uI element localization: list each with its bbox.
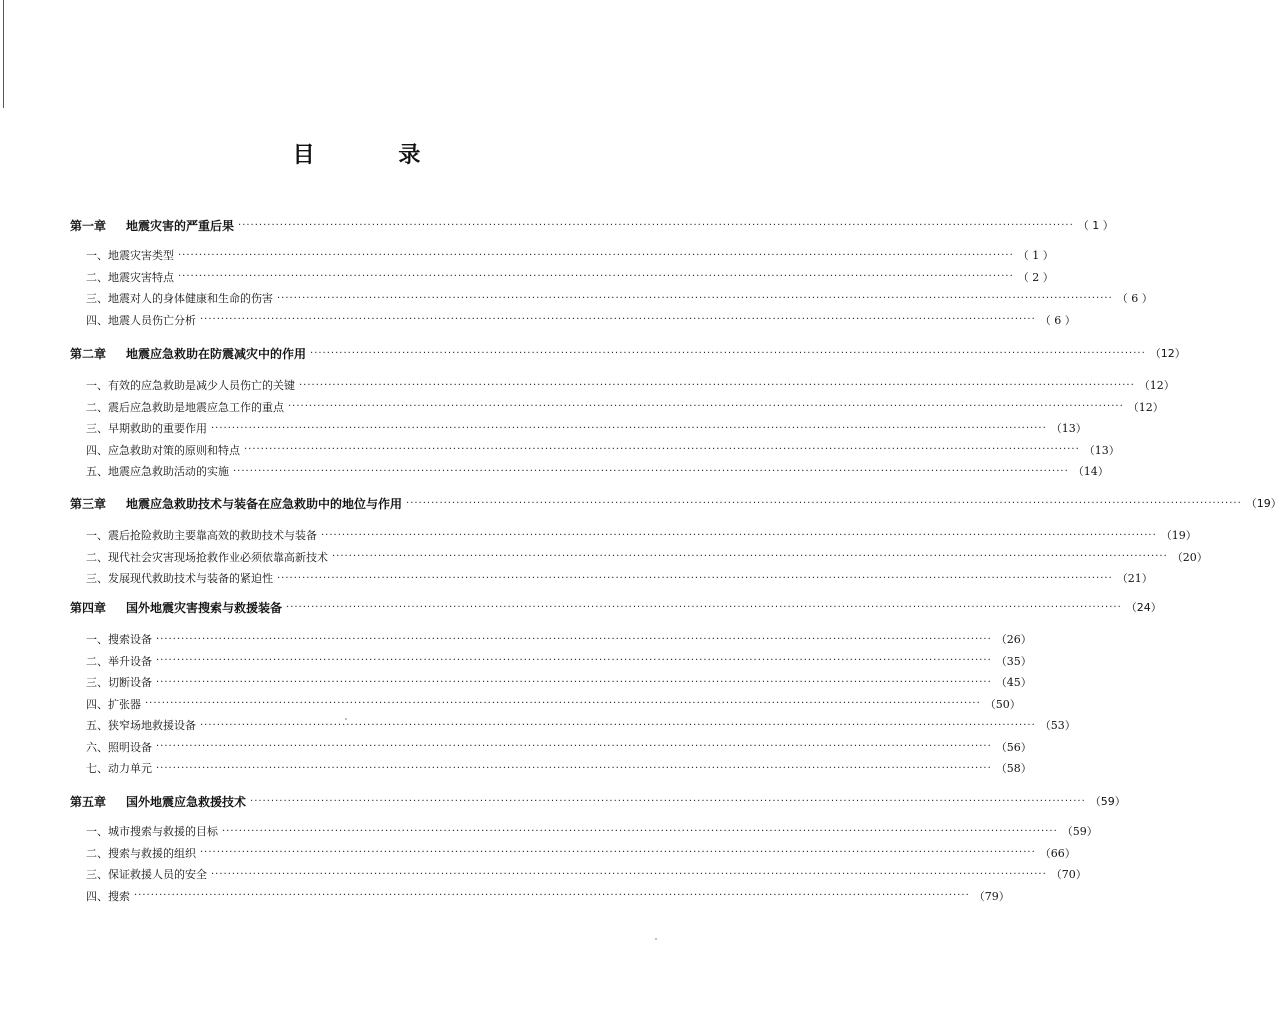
page-number: （59）: [1089, 795, 1126, 808]
page-number: （ 6 ）: [1116, 292, 1153, 305]
section-number: 四、: [86, 313, 108, 327]
page-number: （53）: [1039, 719, 1076, 732]
dot-leader: ········································································································································································································: [332, 551, 1168, 562]
page-number: （35）: [995, 654, 1032, 668]
toc-section-row: [86, 419, 1087, 437]
toc-section-row: [86, 738, 1032, 756]
chapter-number: 第五章: [70, 794, 107, 809]
toc-section-row: [86, 652, 1032, 670]
toc-section-row: [86, 569, 1153, 587]
dot-leader: ········································································································································································································: [299, 379, 1135, 391]
toc-section-row: [86, 716, 1076, 734]
page-number: （21）: [1116, 572, 1153, 585]
page-number: （14）: [1072, 465, 1109, 478]
section-number: 一、: [86, 633, 108, 646]
page-number: （58）: [995, 762, 1032, 775]
section-number: 四、: [86, 443, 108, 457]
dot-leader: ········································································································································································································: [406, 497, 1242, 509]
toc-chapter-row: [70, 494, 1282, 512]
dot-leader: ········································································································································································································: [156, 633, 992, 645]
page-number: （13）: [1050, 422, 1087, 435]
section-number: 三、: [86, 572, 108, 585]
dot-leader: ········································································································································································································: [200, 314, 1036, 325]
section-number: 五、: [86, 465, 108, 478]
page-number: （ 1 ）: [1017, 249, 1054, 262]
toc-section-row: [86, 246, 1054, 264]
toc-section-row: [86, 673, 1032, 691]
toc-section-row: [86, 462, 1109, 480]
section-number: 四、: [86, 889, 108, 903]
section-number: 三、: [86, 676, 108, 689]
section-title: 举升设备: [108, 654, 152, 668]
page-number: （50）: [984, 697, 1021, 711]
page-number: （19）: [1245, 497, 1282, 510]
section-title: 动力单元: [108, 762, 152, 775]
section-title: 地震灾害特点: [108, 270, 174, 284]
scan-speck: [655, 938, 657, 940]
chapter-title: 地震应急救助在防震减灾中的作用: [126, 346, 307, 361]
section-title: 有效的应急救助是减少人员伤亡的关键: [108, 379, 295, 392]
chapter-number: 第一章: [70, 218, 107, 233]
section-title: 搜索: [108, 889, 130, 903]
dot-leader: ········································································································································································································: [310, 347, 1146, 359]
chapter-number: 第三章: [70, 496, 107, 511]
dot-leader: ········································································································································································································: [288, 401, 1124, 412]
section-number: 二、: [86, 550, 108, 564]
scan-speck: [345, 718, 347, 720]
toc-section-row: [86, 865, 1087, 883]
dot-leader: ········································································································································································································: [286, 601, 1122, 613]
toc-section-row: [86, 695, 1021, 713]
toc-section-row: [86, 844, 1076, 862]
toc-section-row: [86, 268, 1054, 286]
section-title: 搜索设备: [108, 633, 152, 646]
page-number: （20）: [1171, 550, 1208, 564]
section-title: 保证救援人员的安全: [108, 868, 207, 881]
section-title: 地震人员伤亡分析: [108, 313, 196, 327]
section-title: 现代社会灾害现场抢救作业必须依靠高新技术: [108, 550, 328, 564]
dot-leader: ········································································································································································································: [277, 292, 1113, 304]
toc-section-row: [86, 441, 1120, 459]
page-number: （66）: [1039, 846, 1076, 860]
page-number: （56）: [995, 740, 1032, 754]
dot-leader: ········································································································································································································: [233, 465, 1069, 477]
section-number: 一、: [86, 249, 108, 262]
page-number: （ 2 ）: [1017, 270, 1054, 284]
section-number: 四、: [86, 697, 108, 711]
toc-section-row: [86, 398, 1164, 416]
section-title: 应急救助对策的原则和特点: [108, 443, 240, 457]
chapter-title: 地震应急救助技术与装备在应急救助中的地位与作用: [126, 496, 403, 511]
chapter-number: 第四章: [70, 600, 107, 615]
section-number: 二、: [86, 654, 108, 668]
toc-chapter-row: [70, 792, 1126, 810]
section-title: 地震对人的身体健康和生命的伤害: [108, 292, 273, 305]
page-number: （19）: [1160, 529, 1197, 542]
dot-leader: ········································································································································································································: [222, 825, 1058, 837]
toc-section-row: [86, 630, 1032, 648]
dot-leader: ········································································································································································································: [211, 868, 1047, 880]
section-number: 一、: [86, 529, 108, 542]
section-title: 震后应急救助是地震应急工作的重点: [108, 400, 284, 414]
dot-leader: ········································································································································································································: [178, 271, 1014, 282]
section-title: 震后抢险救助主要靠高效的救助技术与装备: [108, 529, 317, 542]
page-number: （13）: [1083, 443, 1120, 457]
page-number: （12）: [1138, 379, 1175, 392]
section-title: 切断设备: [108, 676, 152, 689]
toc-section-row: [86, 526, 1197, 544]
dot-leader: ········································································································································································································: [277, 572, 1113, 584]
page-number: （12）: [1149, 347, 1186, 360]
section-title: 早期救助的重要作用: [108, 422, 207, 435]
section-number: 二、: [86, 400, 108, 414]
dot-leader: ········································································································································································································: [134, 890, 970, 901]
toc-section-row: [86, 376, 1175, 394]
section-number: 五、: [86, 719, 108, 732]
section-number: 二、: [86, 846, 108, 860]
dot-leader: ········································································································································································································: [156, 655, 992, 666]
page-title: 目 录: [292, 143, 459, 168]
dot-leader: ········································································································································································································: [156, 741, 992, 752]
dot-leader: ········································································································································································································: [145, 698, 981, 709]
dot-leader: ········································································································································································································: [244, 444, 1080, 455]
dot-leader: ········································································································································································································: [321, 529, 1157, 541]
section-number: 一、: [86, 379, 108, 392]
toc-section-row: [86, 548, 1208, 566]
toc-chapter-row: [70, 216, 1114, 234]
dot-leader: ········································································································································································································: [250, 795, 1086, 807]
section-title: 搜索与救援的组织: [108, 846, 196, 860]
section-number: 三、: [86, 868, 108, 881]
dot-leader: ········································································································································································································: [156, 676, 992, 688]
section-title: 城市搜索与救援的目标: [108, 825, 218, 838]
section-number: 六、: [86, 740, 108, 754]
section-title: 发展现代救助技术与装备的紧迫性: [108, 572, 273, 585]
dot-leader: ········································································································································································································: [178, 249, 1014, 261]
toc-section-row: [86, 289, 1153, 307]
chapter-title: 国外地震灾害搜索与救援装备: [126, 600, 283, 615]
section-title: 扩张器: [108, 697, 141, 711]
toc-section-row: [86, 311, 1076, 329]
section-number: 三、: [86, 422, 108, 435]
page-number: （24）: [1125, 601, 1162, 614]
section-number: 七、: [86, 762, 108, 775]
toc-chapter-row: [70, 598, 1162, 616]
page-number: （ 1 ）: [1077, 219, 1114, 232]
toc-section-row: [86, 759, 1032, 777]
toc-section-row: [86, 887, 1010, 905]
dot-leader: ········································································································································································································: [211, 422, 1047, 434]
page-number: （45）: [995, 676, 1032, 689]
page-number: （79）: [973, 889, 1010, 903]
page-number: （59）: [1061, 825, 1098, 838]
chapter-title: 地震灾害的严重后果: [126, 218, 235, 233]
page-number: （70）: [1050, 868, 1087, 881]
dot-leader: ········································································································································································································: [238, 219, 1074, 231]
page-number: （12）: [1127, 400, 1164, 414]
page-number: （26）: [995, 633, 1032, 646]
toc-chapter-row: [70, 344, 1186, 362]
chapter-title: 国外地震应急救援技术: [126, 794, 247, 809]
section-title: 照明设备: [108, 740, 152, 754]
section-number: 三、: [86, 292, 108, 305]
toc-section-row: [86, 822, 1098, 840]
dot-leader: ········································································································································································································: [156, 762, 992, 774]
section-title: 狭窄场地救援设备: [108, 719, 196, 732]
section-title: 地震灾害类型: [108, 249, 174, 262]
section-number: 一、: [86, 825, 108, 838]
dot-leader: ········································································································································································································: [200, 719, 1036, 731]
section-title: 地震应急救助活动的实施: [108, 465, 229, 478]
page-number: （ 6 ）: [1039, 313, 1076, 327]
section-number: 二、: [86, 270, 108, 284]
chapter-number: 第二章: [70, 346, 107, 361]
dot-leader: ········································································································································································································: [200, 847, 1036, 858]
